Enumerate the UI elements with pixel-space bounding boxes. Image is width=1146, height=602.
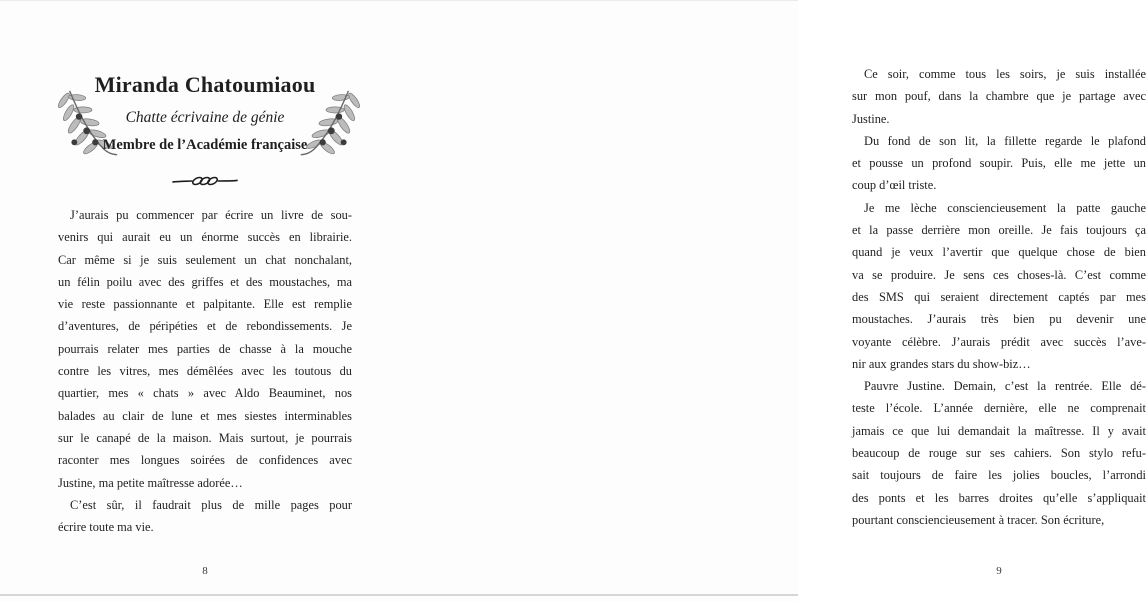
text-line: Je me lèche consciencieusement la patte gauche: [864, 200, 1146, 215]
text-line: et la passe derrière mon oreille. Je fais toujours ça: [852, 223, 1146, 238]
text-line: va se produire. Je sens ces choses-là. C’est comme: [852, 267, 1146, 282]
text-line: vie reste passionnante et palpitante. Elle est remplie: [58, 297, 352, 312]
chapter-author-title: Miranda Chatoumiaou: [94, 72, 316, 97]
text-line: jamais ce que lui demandait la maîtresse. Il y avait: [852, 423, 1146, 438]
text-line: quartier, mes « chats » avec Aldo Beauminet, nos: [58, 386, 352, 401]
text-line: et pousse un profond soupir. Puis, elle me jette un: [852, 156, 1146, 171]
page-right: [399, 1, 1146, 602]
text-line: Du fond de son lit, la fillette regarde le plafond: [864, 133, 1146, 148]
text-line: sur mon pouf, dans la chambre que je partage avec: [852, 89, 1146, 104]
text-line: beaucoup de rouge sur ses cahiers. Son stylo refu-: [852, 446, 1146, 461]
left-page-body-text: [58, 204, 352, 538]
text-line: des SMS qui seraient directement captés par mes: [852, 289, 1146, 304]
text-line: pourrais relater mes parties de chasse à la mouche: [58, 341, 352, 356]
text-line: Justine, ma petite maîtresse adorée…: [58, 475, 243, 490]
text-line: d’aventures, de péripéties et de rebondissements. Je: [58, 319, 352, 334]
text-line: moustaches. J’aurais très bien pu devenir une: [852, 312, 1146, 327]
text-line: J’aurais pu commencer par écrire un livre de sou-: [70, 208, 352, 222]
page-number-left: 8: [202, 565, 208, 577]
olive-branch-mirrored-icon: [297, 88, 377, 168]
text-line: raconter mes longues soirées de confidences avec: [58, 453, 352, 468]
text-line: nir aux grandes stars du show-biz…: [852, 356, 1031, 371]
chapter-author-affiliation: Membre de l’Académie française: [102, 137, 308, 153]
text-line: teste l’école. L’année dernière, elle ne comprenait: [852, 401, 1146, 416]
text-line: des ponts et les barres droites qu’elle s’appliquait: [852, 490, 1146, 505]
text-line: Pauvre Justine. Demain, c’est la rentrée. Elle dé-: [864, 379, 1146, 394]
olive-branch-icon: [41, 88, 121, 168]
text-line: Ce soir, comme tous les soirs, je suis installée: [864, 67, 1146, 81]
text-line: pourtant consciencieusement à tracer. Son écriture,: [852, 512, 1105, 527]
page-number-right: 9: [996, 565, 1002, 577]
text-line: balades au clair de lune et mes siestes interminables: [58, 408, 352, 423]
text-line: écrire toute ma vie.: [58, 520, 154, 535]
rope-twist-divider-icon: [172, 173, 238, 189]
text-line: Car même si je suis seulement un chat nonchalant,: [58, 252, 352, 267]
text-line: sait toujours de faire les jolies boucles, l’arrondi: [852, 468, 1146, 483]
text-line: quand je veux l’avertir que quelque chose de bien: [852, 245, 1146, 260]
text-line: contre les vitres, mes démêlées avec les toutous du: [58, 364, 352, 379]
page-left: [0, 1, 399, 602]
text-line: voyante célèbre. J’aurais prédit avec succès l’ave-: [852, 334, 1146, 349]
right-page-body-text: [852, 63, 1146, 531]
text-line: coup d’œil triste.: [852, 178, 937, 193]
bottom-edge-rule: [0, 594, 798, 596]
text-line: C’est sûr, il faudrait plus de mille pages pour: [70, 497, 352, 512]
text-line: venirs qui aurait eu un énorme succès en librairie.: [58, 230, 352, 245]
text-line: Justine.: [852, 111, 890, 126]
chapter-author-subtitle: Chatte écrivaine de génie: [125, 109, 285, 126]
text-line: sur le canapé de la maison. Mais surtout, je pourrais: [58, 430, 352, 445]
text-line: un félin poilu avec des griffes et des moustaches, ma: [58, 274, 352, 289]
